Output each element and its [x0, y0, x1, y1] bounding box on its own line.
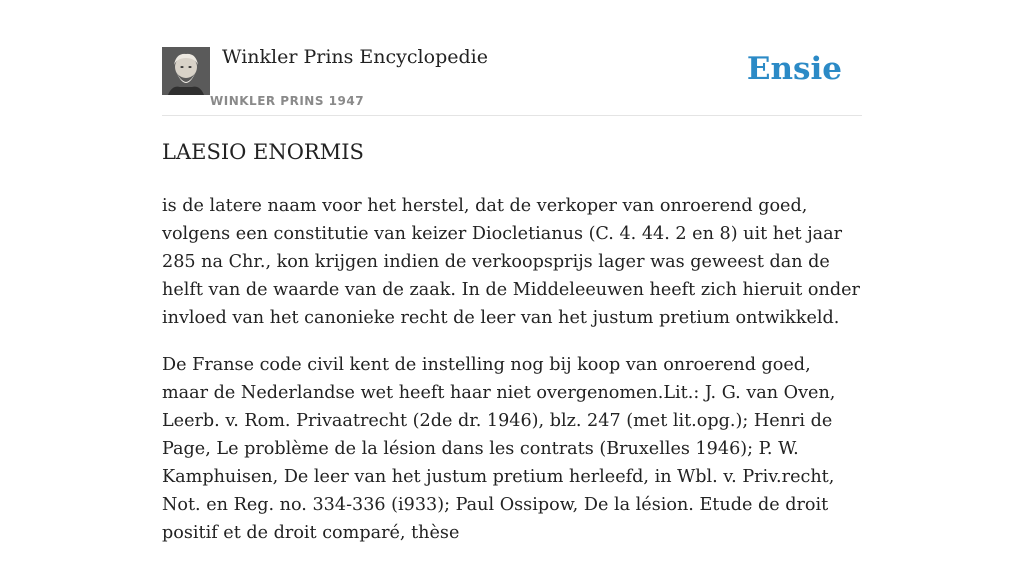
- source-subtitle: WINKLER PRINS 1947: [210, 94, 365, 108]
- brand-logo-link[interactable]: Ensie: [746, 51, 842, 87]
- article-paragraph: is de latere naam voor het herstel, dat de verkoper van onroerend goed, volgens een constitutie van keizer Diocletianus (C. 4. 44. 2 en 8) uit het jaar 285 na Chr., kon krijgen indien de verkoopsprijs lager was geweest dan de helft van de waarde van de zaak. In de Middeleeuwen heeft zich hieruit onder invloed van het canonieke recht de leer van het justum pretium ontwikkeld.: [162, 196, 860, 328]
- portrait-avatar-icon[interactable]: [162, 47, 210, 95]
- article-title: LAESIO ENORMIS: [162, 140, 364, 164]
- source-title[interactable]: Winkler Prins Encyclopedie: [222, 46, 488, 68]
- article-body: [162, 192, 862, 566]
- header: [162, 40, 862, 116]
- article-paragraph: De Franse code civil kent de instelling nog bij koop van onroerend goed, maar de Nederlandse wet heeft haar niet overgenomen.Lit.: J. G. van Oven, Leerb. v. Rom. Privaatrecht (2de dr. 1946), blz. 247 (met lit.opg.); Henri de Page, Le problème de la lésion dans les contrats (Bruxelles 1946); P. W. Kamphuisen, De leer van het justum pretium herleefd, in Wbl. v. Priv.recht, Not. en Reg. no. 334-336 (i933); Paul Ossipow, De la lésion. Etude de droit positif et de droit comparé, thèse: [162, 355, 836, 543]
